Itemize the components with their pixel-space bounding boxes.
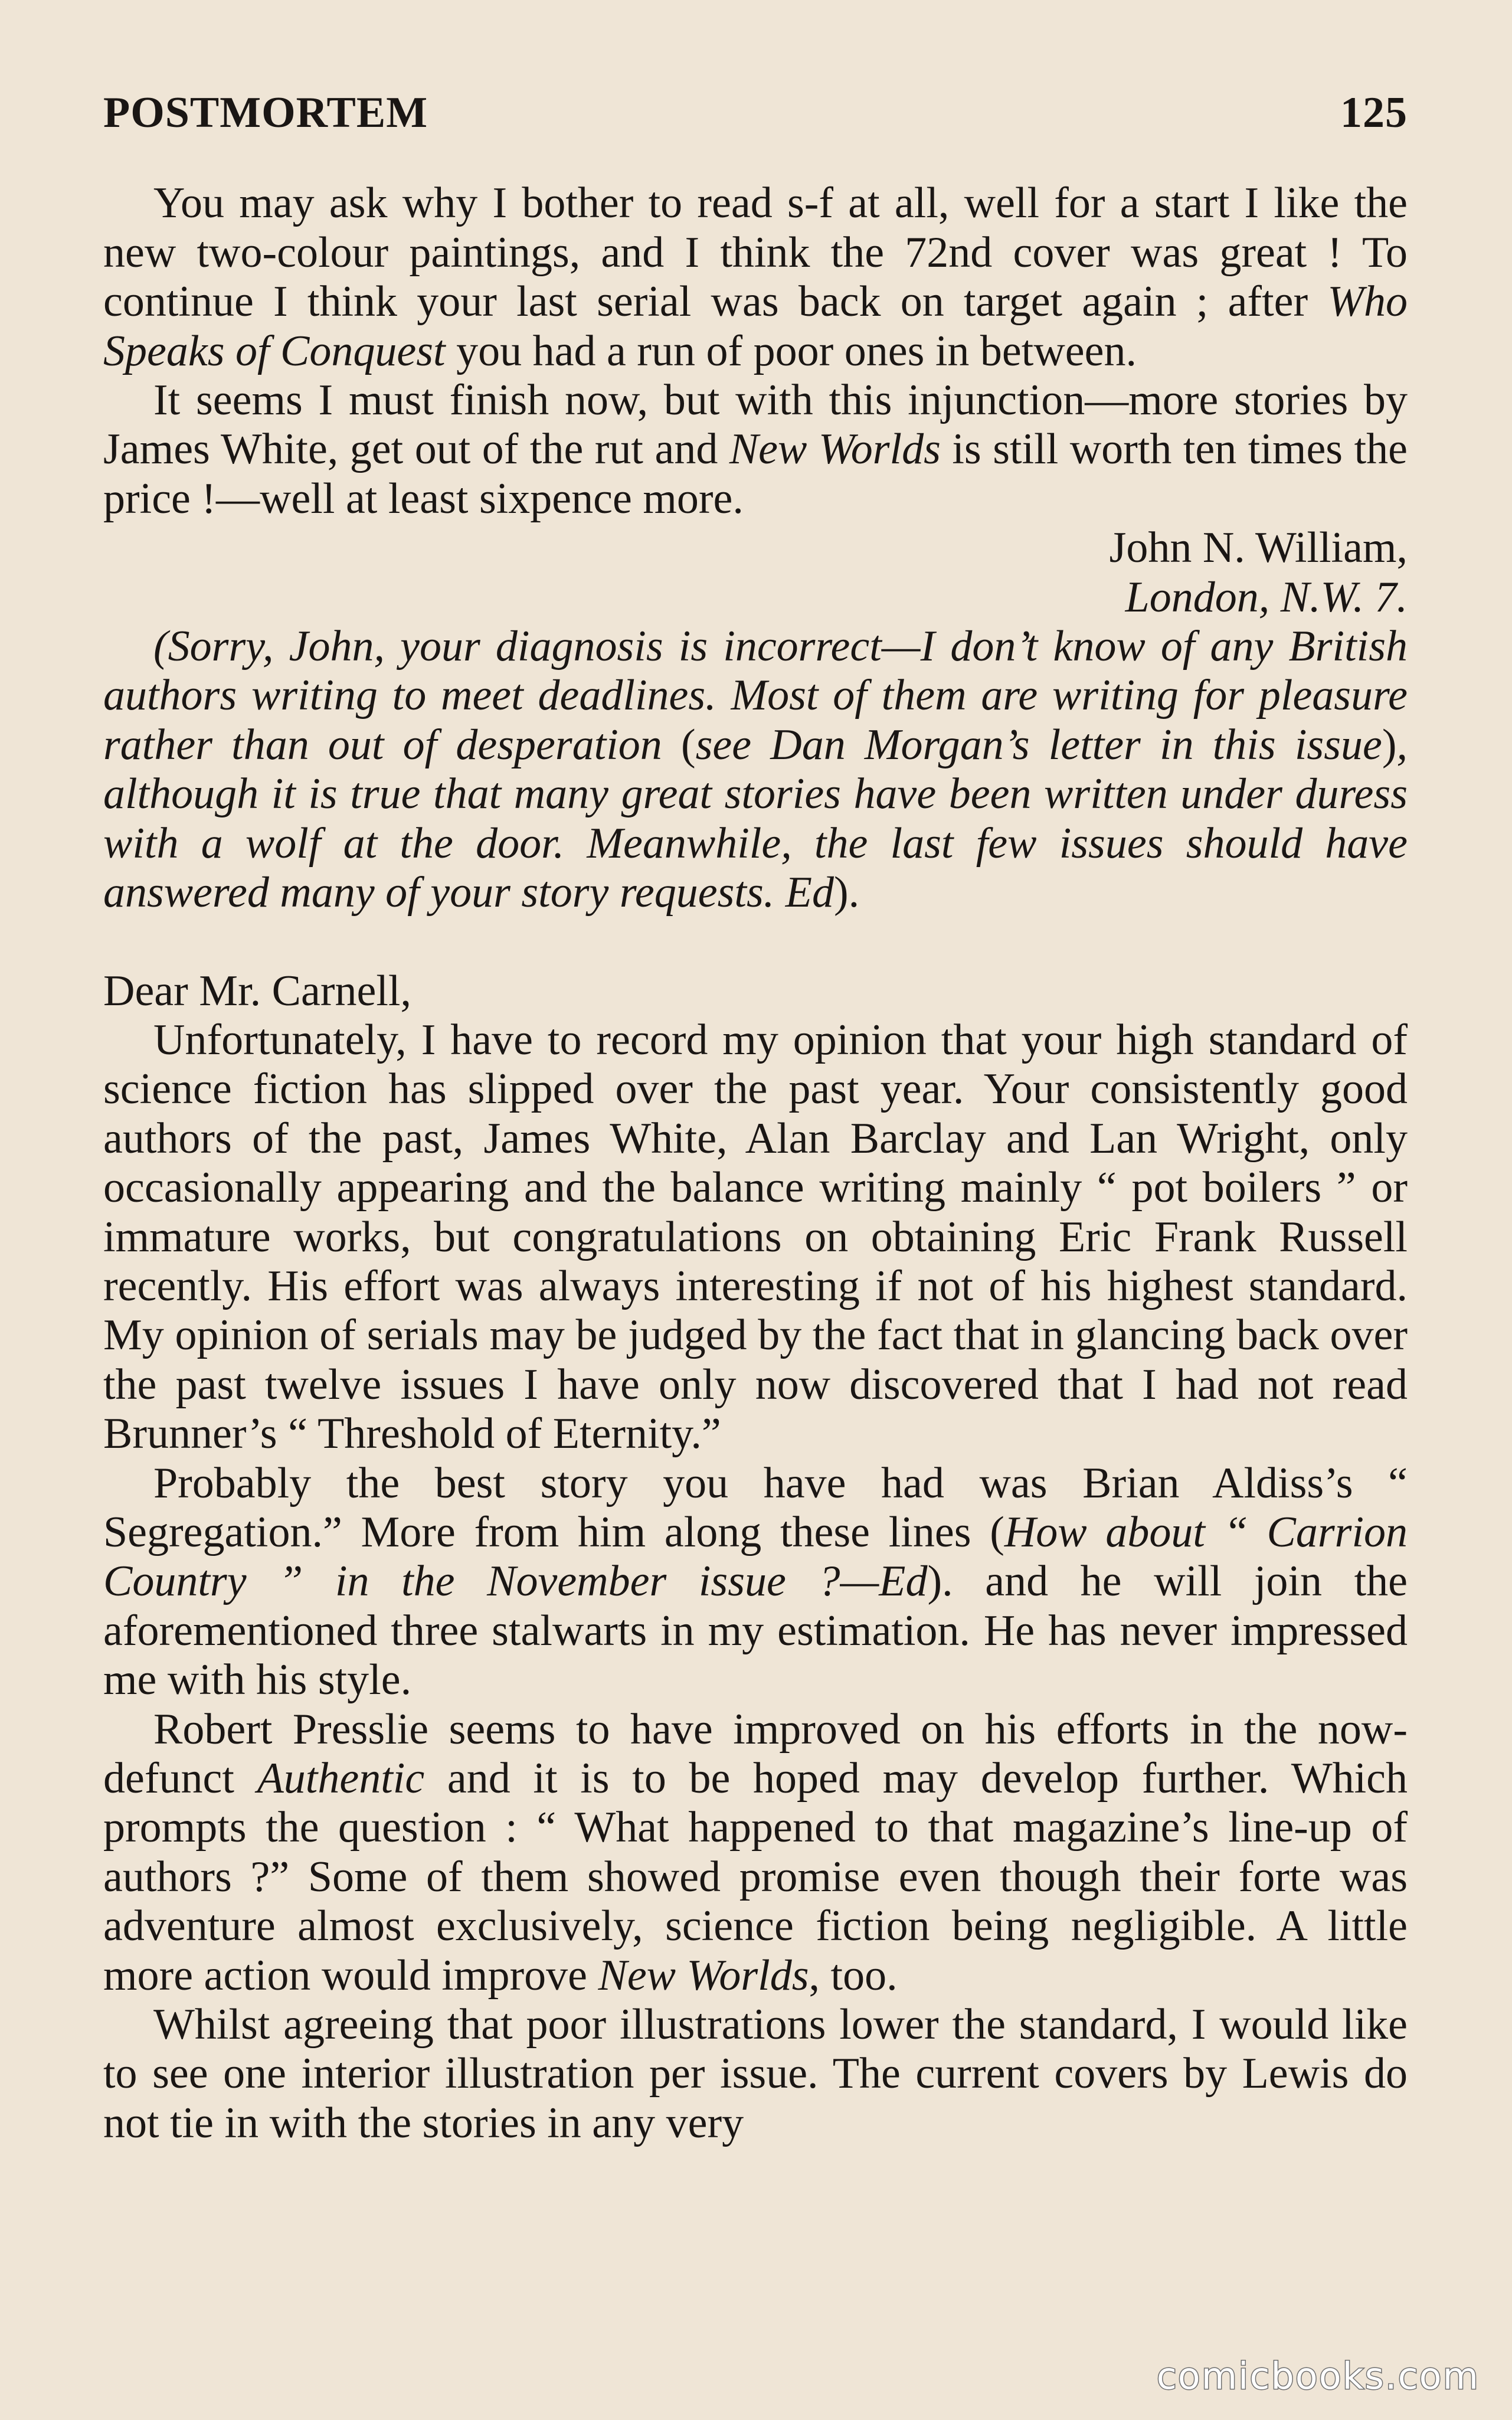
italic-text: How about “ Carrion Country ” in the November issue ?—Ed: [103, 1507, 1408, 1606]
running-header: [103, 89, 1408, 138]
signature-name: John N. William,: [1109, 524, 1408, 573]
italic-text: , although it is true that many great stories have been written under duress with a wolf at the door. Meanwhile, the last few issues should have answered many of your story requests. Ed: [103, 720, 1408, 917]
text-segment: Probably the best story you have had was Brian Aldiss’s “ Segregation.” More from him along these lines (: [103, 1458, 1408, 1556]
text-segment: (: [680, 720, 696, 769]
italic-text: New Worlds: [729, 425, 941, 474]
text-segment: ). and he will join the aforementioned three stalwarts in my estimation. He has never impressed me with his style.: [103, 1557, 1408, 1705]
signature-place: London, N.W. 7.: [1125, 573, 1408, 622]
text-segment: You may ask why I bother to read s-f at all, well for a start I like the new two-colour paintings, and I think the 72nd cover was great ! To continue I think your last serial was back on target again ; after: [103, 179, 1408, 326]
letter-paragraph: [103, 2000, 1408, 2148]
text-segment: ): [1382, 720, 1397, 769]
page-body: [103, 89, 1408, 2148]
text-segment: , too.: [809, 1951, 898, 2000]
section-title: POSTMORTEM: [103, 89, 428, 137]
italic-text: Authentic: [257, 1754, 425, 1803]
text-segment: ).: [833, 868, 860, 917]
text-segment: Whilst agreeing that poor illustrations lower the standard, I would like to see one interior illustration per issue. The current covers by Lewis do not tie in with the stories in any very: [103, 2000, 1408, 2147]
text-segment: you had a run of poor ones in between.: [445, 326, 1137, 375]
italic-text: (Sorry, John, your diagnosis is incorrect—I don’t know of any British authors writing to meet deadlines. Most of them are writing for pleasure rather than out of desperation: [103, 622, 1408, 769]
text-segment: Robert Presslie seems to have improved on his efforts in the now-defunct: [103, 1705, 1408, 1803]
letter-paragraph: [103, 622, 1408, 917]
letter-paragraph: [103, 1016, 1408, 1459]
text-segment: and it is to be hoped may develop further. Which prompts the question : “ What happened to that magazine’s line-up of authors ?” Some of them showed promise even though their forte was adventure almost exclusively, science fiction being negligible. A little more action would improve: [103, 1754, 1408, 2000]
letter-paragraph: [103, 179, 1408, 376]
letter-salutation: Dear Mr. Carnell,: [103, 966, 411, 1015]
watermark-logo: comicbooks.com: [1156, 2354, 1480, 2398]
text-segment: Unfortunately, I have to record my opinion that your high standard of science fiction has slipped over the past year. Your consistently good authors of the past, James White, Alan Barclay and Lan Wright, only occasionally appearing and the balance writing mainly “ pot boilers ” or immature works, but congratulations on obtaining Eric Frank Russell recently. His effort was always interesting if not of his highest standard. My opinion of serials may be judged by the fact that in glancing back over the past twelve issues I have only now discovered that I had not read Brunner’s “ Threshold of Eternity.”: [103, 1015, 1408, 1458]
text-segment: It seems I must finish now, but with this injunction—more stories by James White, get out of the rut and: [103, 376, 1408, 474]
italic-text: Who Speaks of Conquest: [103, 277, 1408, 375]
text-segment: is still worth ten times the price !—well at least sixpence more.: [103, 425, 1408, 523]
paragraph-gap: [103, 918, 1408, 967]
letter-paragraph: [103, 1705, 1408, 2000]
letter-paragraph: [103, 376, 1408, 524]
italic-text: New Worlds: [598, 1951, 809, 2000]
letters-column: [103, 179, 1408, 2148]
letter-paragraph: [103, 1459, 1408, 1705]
page-number: 125: [1340, 89, 1408, 137]
italic-text: see Dan Morgan’s letter in this issue: [695, 720, 1382, 769]
